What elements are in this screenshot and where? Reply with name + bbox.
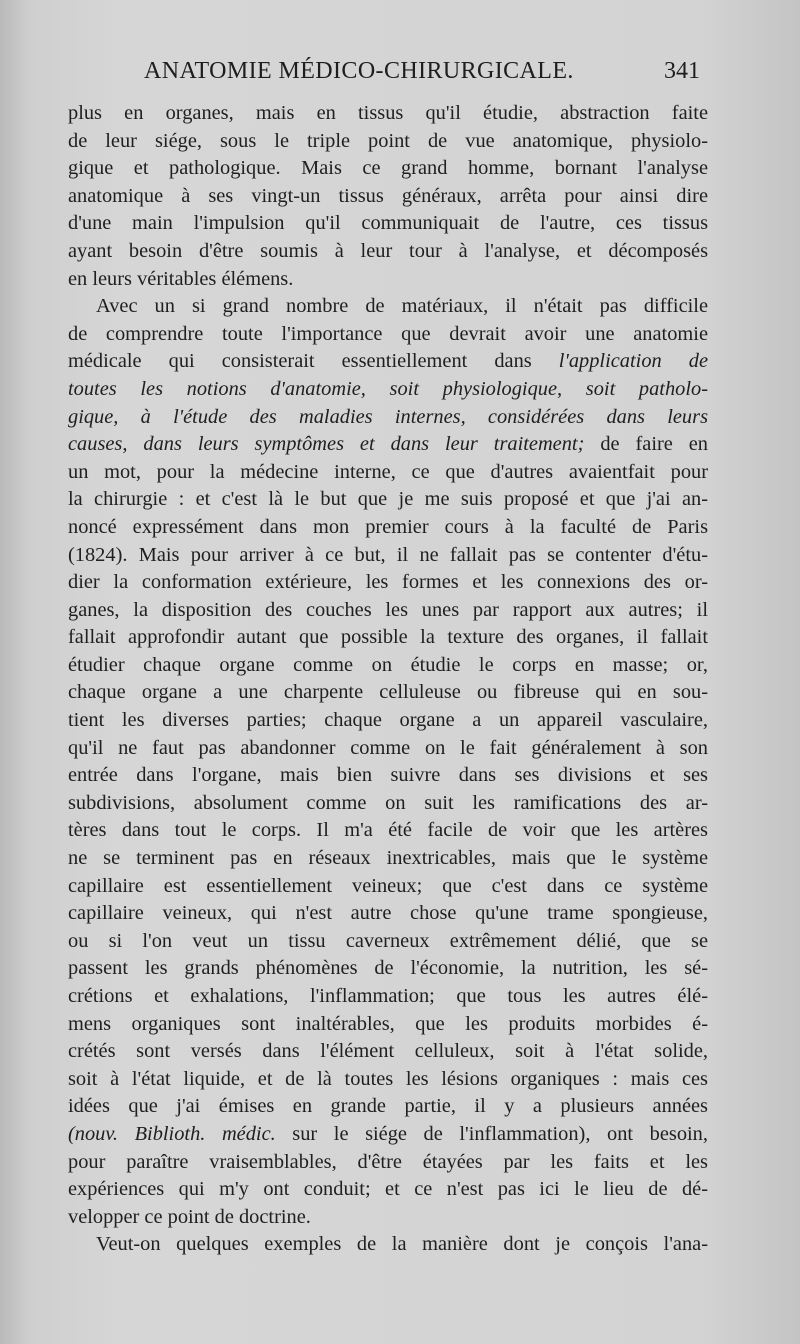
- text-line: [68, 1121, 708, 1149]
- text-line: tient les diverses parties; chaque organe a un appareil vasculaire,: [68, 709, 708, 732]
- text-line: dier la conformation extérieure, les formes et les connexions des or-: [68, 571, 708, 594]
- text-line: chaque organe a une charpente celluleuse ou fibreuse qui en sou-: [68, 681, 708, 704]
- text-line: de leur siége, sous le triple point de vue anatomique, physiolo-: [68, 129, 708, 152]
- running-title: ANATOMIE MÉDICO-CHIRURGICALE.: [144, 58, 574, 84]
- text-line: idées que j'ai émises en grande partie, il y a plusieurs années: [68, 1095, 708, 1118]
- text-line: plus en organes, mais en tissus qu'il étudie, abstraction faite: [68, 102, 708, 124]
- body-text: [68, 100, 708, 1259]
- text-line: entrée dans l'organe, mais bien suivre dans ses divisions et ses: [68, 764, 708, 787]
- text-line: passent les grands phénomènes de l'économie, la nutrition, les sé-: [68, 957, 708, 980]
- italic-run: l'application de: [558, 350, 708, 373]
- text-line: qu'il ne faut pas abandonner comme on le fait généralement à son: [68, 736, 708, 759]
- text-line: fallait approfondir autant que possible la texture des organes, il fallait: [68, 626, 708, 649]
- text-line: la chirurgie : et c'est là le but que je me suis proposé et que j'ai an-: [68, 488, 708, 511]
- text-line: [68, 404, 708, 432]
- running-head: [140, 58, 700, 88]
- text-line: ne se terminent pas en réseaux inextricables, mais que le système: [68, 847, 708, 870]
- italic-run: causes, dans leurs symptômes et dans leur traitement;: [68, 433, 585, 456]
- text-line: noncé expressément dans mon premier cours à la faculté de Paris: [68, 515, 708, 538]
- text-line: crétions et exhalations, l'inflammation; que tous les autres élé-: [68, 985, 708, 1007]
- text-line: étudier chaque organe comme on étudie le corps en masse; or,: [68, 653, 708, 676]
- text-line: Avec un si grand nombre de matériaux, il n'était pas difficile: [96, 295, 708, 318]
- italic-run: gique, à l'étude des maladies internes, considérées dans leurs: [68, 405, 708, 428]
- text-line: Veut-on quelques exemples de la manière dont je conçois l'ana-: [96, 1233, 708, 1256]
- text-line: anatomique à ses vingt-un tissus généraux, arrêta pour ainsi dire: [68, 184, 708, 207]
- text-line: crétés sont versés dans l'élément celluleux, soit à l'état solide,: [68, 1040, 708, 1063]
- text-line: d'une main l'impulsion qu'il communiquait de l'autre, ces tissus: [68, 212, 708, 235]
- text-line: soit à l'état liquide, et de là toutes les lésions organiques : mais ces: [68, 1067, 708, 1090]
- text-line: capillaire est essentiellement veineux; que c'est dans ce système: [68, 874, 708, 897]
- text-line: gique et pathologique. Mais ce grand homme, bornant l'analyse: [68, 157, 708, 180]
- text-line: [68, 431, 708, 459]
- text-line: ou si l'on veut un tissu caverneux extrêmement délié, que se: [68, 929, 708, 952]
- text-run: sur le siége de l'inflammation), ont besoin,: [275, 1122, 708, 1145]
- page-number: 341: [664, 58, 700, 84]
- text-run: de faire en: [584, 433, 708, 456]
- text-line: ganes, la disposition des couches les unes par rapport aux autres; il: [68, 598, 708, 621]
- text-line: (1824). Mais pour arriver à ce but, il ne fallait pas se contenter d'étu-: [68, 543, 708, 566]
- text-line: mens organiques sont inaltérables, que les produits morbides é-: [68, 1012, 708, 1035]
- italic-run: toutes les notions d'anatomie, soit physiologique, soit patholo-: [68, 377, 708, 400]
- text-line: en leurs véritables élémens.: [68, 267, 294, 290]
- text-run: médicale qui consisterait essentiellement dans: [68, 350, 559, 373]
- text-line: pour paraître vraisemblables, d'être étayées par les faits et les: [68, 1150, 708, 1173]
- text-line: un mot, pour la médecine interne, ce que d'autres avaientfait pour: [68, 460, 708, 483]
- text-line: tères dans tout le corps. Il m'a été facile de voir que les artères: [68, 819, 708, 842]
- text-line: capillaire veineux, qui n'est autre chose qu'une trame spongieuse,: [68, 902, 708, 925]
- text-line: [68, 348, 708, 376]
- text-line: de comprendre toute l'importance que devrait avoir une anatomie: [68, 322, 708, 345]
- text-line: [68, 376, 708, 404]
- text-line: ayant besoin d'être soumis à leur tour à l'analyse, et décomposés: [68, 239, 708, 262]
- italic-run: (nouv. Biblioth. médic.: [68, 1122, 276, 1145]
- text-line: velopper ce point de doctrine.: [68, 1205, 311, 1228]
- text-line: subdivisions, absolument comme on suit les ramifications des ar-: [68, 791, 708, 814]
- text-line: expériences qui m'y ont conduit; et ce n'est pas ici le lieu de dé-: [68, 1178, 708, 1201]
